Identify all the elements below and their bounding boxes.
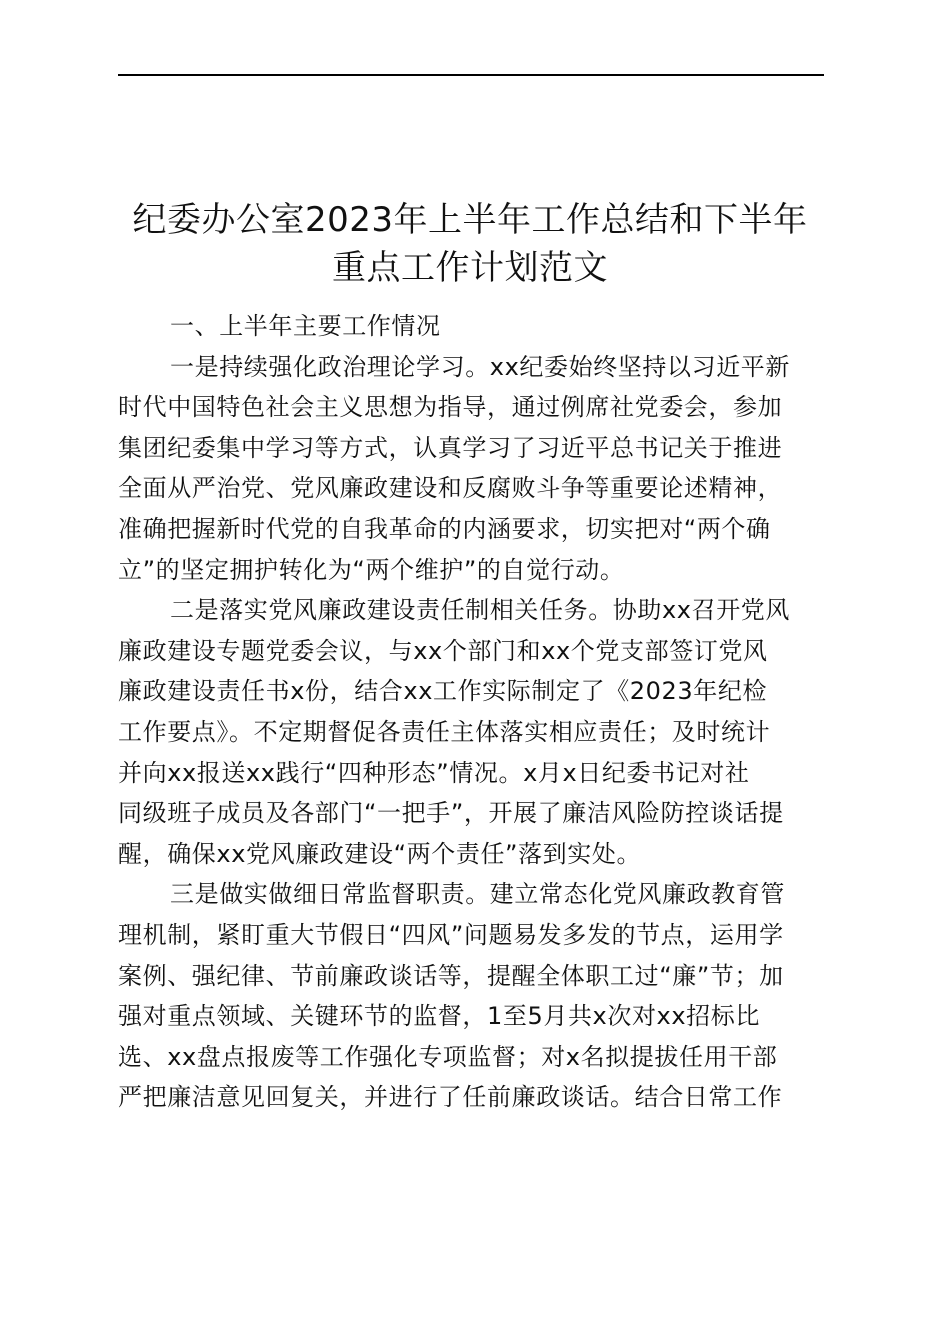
paragraph-line: 严把廉洁意见回复关，并进行了任前廉政谈话。结合日常工作 <box>118 1083 783 1112</box>
header-rule <box>118 74 824 76</box>
paragraph-line: 准确把握新时代党的自我革命的内涵要求，切实把对“两个确 <box>118 514 771 543</box>
paragraph-line: 理机制，紧盯重大节假日“四风”问题易发多发的节点，运用学 <box>118 920 784 949</box>
paragraph-line: 强对重点领域、关键环节的监督，1至5月共x次对xx招标比 <box>118 1002 760 1031</box>
section-heading: 一、上半年主要工作情况 <box>170 312 441 340</box>
paragraph-line: 同级班子成员及各部门“一把手”，开展了廉洁风险防控谈话提 <box>118 799 784 828</box>
paragraph-3 <box>118 874 828 1118</box>
paragraph-line: 集团纪委集中学习等方式，认真学习了习近平总书记关于推进 <box>118 433 783 462</box>
paragraph-line: 一是持续强化政治理论学习。xx纪委始终坚持以习近平新 <box>170 352 791 381</box>
document-title <box>100 196 840 292</box>
paragraph-line: 时代中国特色社会主义思想为指导，通过例席社党委会，参加 <box>118 393 783 422</box>
paragraph-line: 选、xx盘点报废等工作强化专项监督；对x名拟提拔任用干部 <box>118 1042 778 1071</box>
paragraph-line: 并向xx报送xx践行“四种形态”情况。x月x日纪委书记对社 <box>118 758 750 787</box>
paragraph-line: 全面从严治党、党风廉政建设和反腐败斗争等重要论述精神， <box>118 474 783 503</box>
paragraph-2 <box>118 590 828 874</box>
title-line-1: 纪委办公室2023年上半年工作总结和下半年 <box>132 200 808 240</box>
paragraph-line: 廉政建设责任书x份，结合xx工作实际制定了《2023年纪检 <box>118 677 768 706</box>
paragraph-line: 三是做实做细日常监督职责。建立常态化党风廉政教育管 <box>170 880 785 909</box>
paragraph-line: 二是落实党风廉政建设责任制相关任务。协助xx召开党风 <box>170 596 791 625</box>
paragraph-line: 案例、强纪律、节前廉政谈话等，提醒全体职工过“廉”节；加 <box>118 961 784 990</box>
paragraph-line: 立”的坚定拥护转化为“两个维护”的自觉行动。 <box>118 555 625 584</box>
document-body <box>118 306 828 1118</box>
title-line-2: 重点工作计划范文 <box>332 248 608 288</box>
paragraph-1 <box>118 347 828 591</box>
paragraph-line: 廉政建设专题党委会议，与xx个部门和xx个党支部签订党风 <box>118 636 768 665</box>
paragraph-line: 工作要点》。不定期督促各责任主体落实相应责任；及时统计 <box>118 717 771 746</box>
paragraph-line: 醒，确保xx党风廉政建设“两个责任”落到实处。 <box>118 839 642 868</box>
